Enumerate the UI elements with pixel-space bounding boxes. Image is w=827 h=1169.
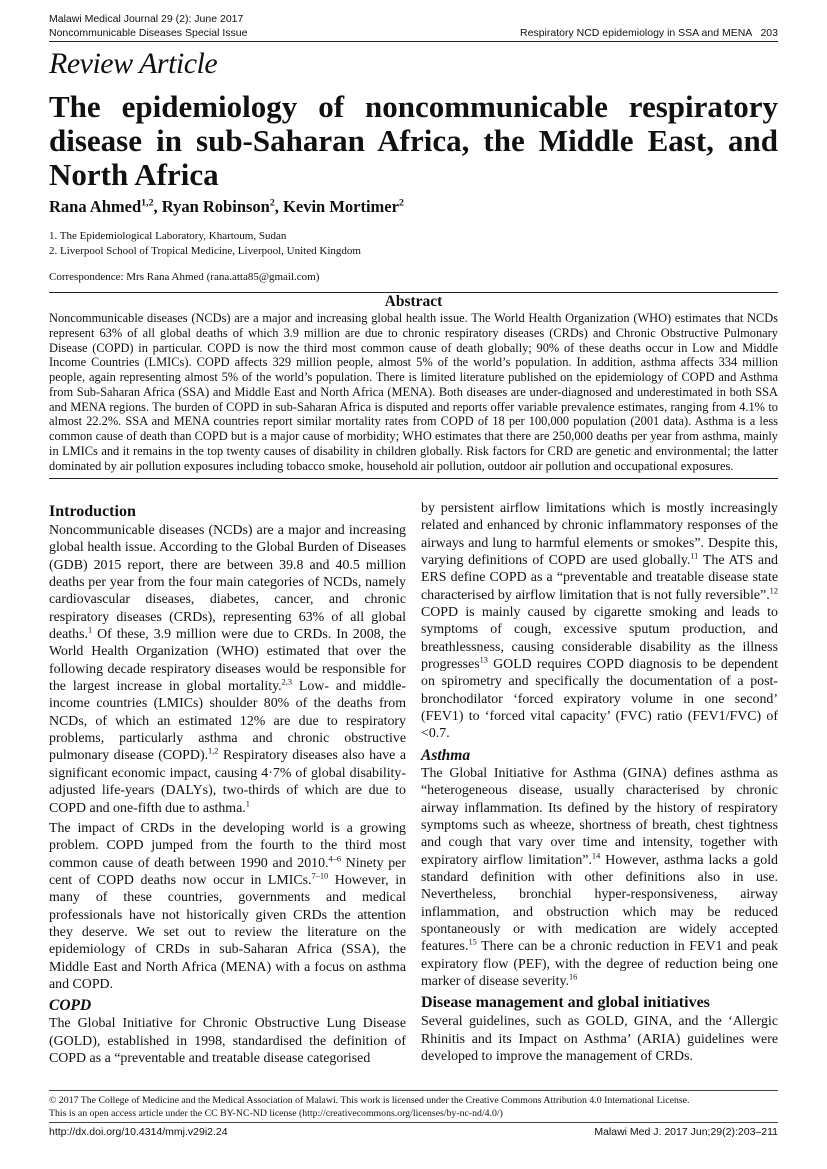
- citation-marker: 16: [568, 972, 578, 982]
- article-title: The epidemiology of noncommunicable respiratory disease in sub-Saharan Africa, the Middle East, and North Africa: [49, 89, 778, 192]
- license-footer: [49, 1090, 778, 1123]
- citation-marker: 4–6: [328, 853, 341, 863]
- paragraph: [421, 500, 778, 743]
- citation-marker: 1: [87, 625, 93, 635]
- author-affiliation-marker: 1,2: [141, 197, 154, 209]
- text-run: However, in many of these countries, governments and medical professionals have not historically given CRDs the attention they deserve. We set out to review the literature on the epidemiology of CRDs in sub-Saharan Africa (SSA), the Middle East and North Africa (MENA) with a focus on asthma and COPD.: [49, 872, 407, 992]
- citation-marker: 1,2: [208, 746, 219, 756]
- citation-marker: 14: [591, 850, 601, 860]
- paragraph: [421, 1013, 778, 1065]
- text-run: COPD is mainly caused by cigarette smoking and leads to symptoms of cough, excessive sputum production, and breathlessness, causing considerable disability as the illness progresses: [421, 605, 778, 673]
- text-run: However, asthma lacks a gold standard definition with other definitions also in use. Nevertheless, bronchial hyper-responsiveness, airway inflammation, and obstruction which may be reduced spontaneously or with medication are widely accepted features.: [421, 852, 778, 955]
- doi-link[interactable]: http://dx.doi.org/10.4314/mmj.v29i2.24: [49, 1126, 228, 1138]
- affiliations: [49, 229, 361, 258]
- left-column: [49, 500, 406, 1070]
- text-run: There can be a chronic reduction in FEV1 and peak expiratory flow (PEF), with the degree of reduction being one marker of disease severity.: [421, 939, 778, 989]
- subsection-heading: Asthma: [421, 746, 471, 764]
- citation-marker: 13: [479, 655, 488, 665]
- running-title: Respiratory NCD epidemiology in SSA and MENA 203: [520, 27, 778, 39]
- abstract-text: Noncommunicable diseases (NCDs) are a major and increasing global health issue. The World Health Organization (WHO) estimates that NCDs represent 63% of all global deaths of which 3.9 million are due to chronic respiratory diseases (CRDs) and Chronic Obstructive Pulmonary Disease (COPD) in particular. COPD is now the third most common cause of death globally; 90% of these deaths occur in Low and Middle Income Countries (LMICs). COPD affects 329 million people, almost 5% of the world’s population. In addition, asthma affects 334 million people, again representing almost 5% of the world’s population. There is limited literature published on the epidemiology of COPD and Asthma from Sub-Saharan Africa (SSA) and Middle East and North Africa (MENA). Both diseases are under-diagnosed and underestimated in both SSA and MENA regions. The burden of COPD in sub-Saharan Africa is disputed and reports offer variable prevalence estimates, ranging from 4.1% to almost 22.2%. SSA and MENA countries report similar mortality rates from COPD of 18 per 100,000 population (2001 data). Asthma is a less common cause of death than COPD but is a major cause of morbidity; WHO estimates that there are 250,000 deaths per year from asthma, mainly in LMICs and it remains in the top twenty causes of disability in children globally. Risk factors for CRD are genetic and environmental; the latter dominated by air pollution exposures including tobacco smoke, household air pollution, outdoor air pollution and occupational exposures.: [49, 311, 778, 473]
- author-affiliation-marker: 2: [269, 197, 275, 209]
- text-run: by persistent airflow limitations which is mostly increasingly related and enhanced by chronic inflammatory responses of the airways and lung to harmful elements or smokes”. Despite this, varying definitions of COPD are used globally.: [421, 501, 778, 569]
- section-heading: Introduction: [49, 503, 136, 520]
- text-run: Low- and middle-income countries (LMICs) shoulder 80% of the deaths from NCDs, of which an estimated 12% are due to respiratory problems, particularly asthma and chronic obstructive pulmonary disease (COPD).: [49, 679, 406, 764]
- right-column: [421, 500, 778, 1068]
- abstract-heading: Abstract: [384, 293, 443, 310]
- license-text: © 2017 The College of Medicine and the Medical Association of Malawi. This work is licensed under the Creative Commons Attribution 4.0 International License.: [49, 1095, 690, 1106]
- citation-marker: 11: [690, 551, 699, 561]
- page-footer: [49, 1126, 778, 1138]
- paragraph: [49, 1015, 406, 1067]
- citation-marker: 7–10: [311, 871, 329, 881]
- paragraph: [421, 765, 778, 990]
- license-text[interactable]: This is an open access article under the CC BY-NC-ND license (http://creativecommons.org/licenses/by-nc-nd/4.0/): [49, 1108, 503, 1119]
- text-run: The impact of CRDs in the developing world is a growing problem. COPD jumped from the fourth to the third most common cause of death between 1990 and 2010.: [49, 820, 406, 871]
- abstract: [49, 292, 778, 479]
- citation-marker: 2,3: [281, 677, 293, 687]
- article-type: Review Article: [49, 47, 218, 80]
- text-run: Respiratory diseases also have a significant economic impact, causing 4·7% of global disability-adjusted life-years (DALYs), two-thirds of which are due to COPD and one-fifth due to asthma.: [49, 748, 406, 816]
- issue-name: Noncommunicable Diseases Special Issue: [49, 27, 248, 39]
- author-affiliation-marker: 2: [398, 197, 404, 209]
- text-run: Ninety per cent of COPD deaths now occur in LMICs.: [49, 855, 406, 888]
- text-run: Of these, 3.9 million were due to CRDs. In 2008, the World Health Organization (WHO) estimated that over the following decade respiratory diseases would be responsible for the largest increase in global mortality.: [49, 627, 406, 695]
- text-run: The Global Initiative for Chronic Obstructive Lung Disease (GOLD), established in 1998, standardised the definition of COPD as a “preventable and treatable disease categorised: [49, 1016, 406, 1066]
- section-heading: Disease management and global initiatives: [421, 994, 710, 1012]
- subsection-heading: COPD: [49, 997, 92, 1015]
- text-run: Several guidelines, such as GOLD, GINA, and the ‘Allergic Rhinitis and its Impact on Asthma’ (ARIA) guidelines were developed to improve the management of CRDs.: [421, 1014, 778, 1064]
- paragraph: [49, 820, 406, 993]
- affiliation: 2. Liverpool School of Tropical Medicine, Liverpool, United Kingdom: [49, 244, 361, 257]
- author-list: [49, 197, 404, 217]
- author-name: , Kevin Mortimer: [274, 197, 399, 216]
- running-header: [49, 12, 778, 42]
- text-run: Noncommunicable diseases (NCDs) are a major and increasing global health issue. According to the Global Burden of Diseases (GDB) 2015 report, there are between 39.8 and 40.5 million deaths per year from the four main categories of NCDs, namely cardiovascular diseases, diabetes, cancer, and chronic respiratory diseases (CRDs), representing 63% of all global deaths.: [49, 523, 406, 643]
- text-run: GOLD requires COPD diagnosis to be dependent on spirometry and specifically the documentation of a post-bronchodilator ‘forced expiratory volume in one second’ (FEV1) to ‘forced vital capacity’ (FVC) ratio (FEV1/FVC) of <0.7.: [421, 657, 778, 742]
- citation: Malawi Med J. 2017 Jun;29(2):203–211: [594, 1126, 778, 1138]
- citation-marker: 15: [468, 937, 477, 947]
- text-run: The Global Initiative for Asthma (GINA) defines asthma as “heterogeneous disease, usually characterised by chronic airway inflammation. Its defined by the history of respiratory symptoms such as wheeze, shortness of breath, chest tightness and cough that vary over time and intensity, together with expiratory airflow limitation”.: [421, 765, 778, 868]
- citation-marker: 1: [245, 798, 250, 808]
- correspondence: Correspondence: Mrs Rana Ahmed (rana.atta85@gmail.com): [49, 271, 320, 283]
- journal-name: Malawi Medical Journal 29 (2): June 2017: [49, 13, 244, 25]
- citation-marker: 12: [769, 586, 778, 596]
- author-name: Rana Ahmed: [49, 197, 142, 216]
- affiliation: 1. The Epidemiological Laboratory, Khartoum, Sudan: [49, 230, 287, 242]
- paragraph: [49, 522, 406, 817]
- text-run: The ATS and ERS define COPD as a “preventable and treatable disease state characterised by airflow limitation that is not fully reversible”.: [421, 553, 778, 603]
- author-name: , Ryan Robinson: [153, 197, 270, 216]
